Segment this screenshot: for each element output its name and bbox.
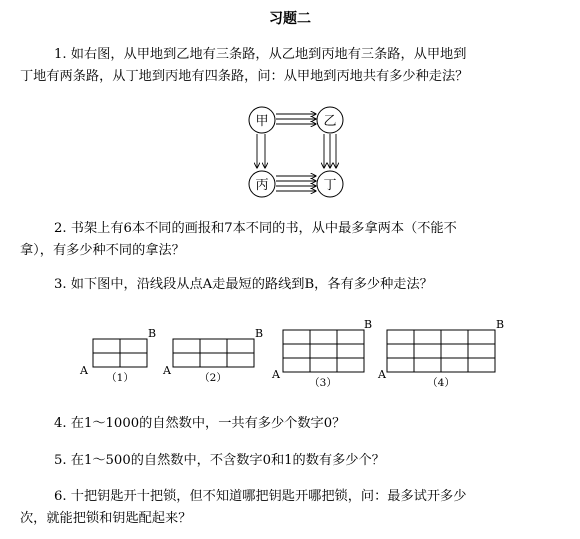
problem-4-line-1: 4. 在1～1000的自然数中，一共有多少个数字0？ bbox=[54, 416, 346, 431]
grid-2-end: B bbox=[254, 327, 264, 340]
grid-1 bbox=[93, 339, 147, 367]
grid-4-start: A bbox=[378, 368, 386, 381]
node-bing-label: 丙 bbox=[255, 178, 269, 193]
node-jia-label: 甲 bbox=[255, 114, 269, 129]
problem-5-line-1: 5. 在1～500的自然数中，不含数字0和1的数有多少个？ bbox=[54, 453, 385, 468]
grid-1-end: B bbox=[147, 327, 157, 340]
grid-1-label: （1） bbox=[106, 372, 134, 384]
problem-6-line-2: 次，就能把锁和钥匙配起来？ bbox=[20, 511, 192, 526]
grid-3-end: B bbox=[363, 318, 373, 331]
grid-2-start: A bbox=[163, 364, 171, 377]
page-title: 习题二 bbox=[269, 11, 311, 27]
grid-2 bbox=[173, 339, 254, 367]
grid-3-start: A bbox=[272, 368, 280, 381]
problem-2-line-1: 2. 书架上有6本不同的画报和7本不同的书，从中最多拿两本（不能不 bbox=[54, 221, 457, 236]
problem-2-line-2: 拿），有多少种不同的拿法？ bbox=[20, 243, 185, 258]
problem-3-line-1: 3. 如下图中，沿线段从点A走最短的路线到B，各有多少种走法？ bbox=[54, 277, 433, 292]
problem-6-line-1: 6. 十把钥匙开十把锁，但不知道哪把钥匙开哪把锁，问：最多试开多少 bbox=[54, 489, 467, 504]
problem-1-line-2: 丁地有两条路，从丁地到丙地有四条路，问：从甲地到丙地共有多少种走法？ bbox=[20, 69, 469, 84]
grid-4 bbox=[387, 330, 495, 372]
grid-4-label: （4） bbox=[427, 377, 455, 389]
node-ding-label: 丁 bbox=[323, 178, 337, 193]
grid-2-label: （2） bbox=[199, 372, 227, 384]
grid-3-label: （3） bbox=[309, 377, 337, 389]
grid-1-start: A bbox=[80, 364, 88, 377]
node-yi-label: 乙 bbox=[323, 114, 337, 129]
grid-3 bbox=[283, 330, 364, 372]
grid-4-end: B bbox=[495, 318, 505, 331]
problem-1-line-1: 1. 如右图，从甲地到乙地有三条路，从乙地到丙地有三条路，从甲地到 bbox=[54, 47, 467, 62]
